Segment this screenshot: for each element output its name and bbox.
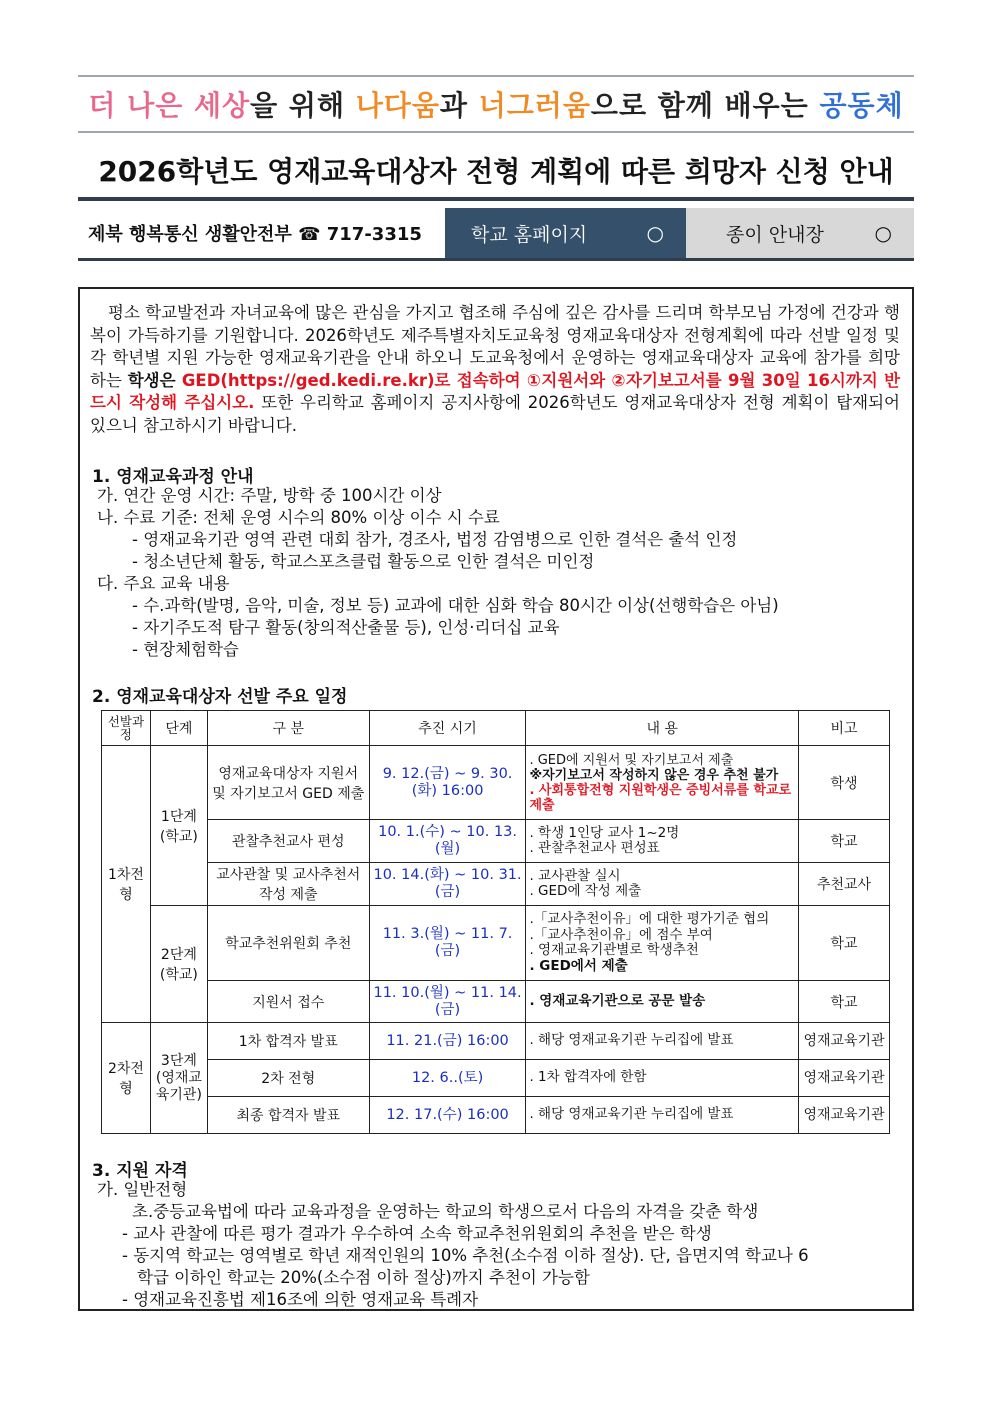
phase-2-cell: 2차전형 xyxy=(102,1023,151,1134)
intro-text-2: 또한 우리학교 홈페이지 공지사항에 2026학년도 영재교육대상자 전형 계획이 탑재되어 있으니 참고하시기 바랍니다. xyxy=(90,393,900,435)
date-cell: 10. 14.(화) ~ 10. 31.(금) xyxy=(369,863,526,906)
content-cell xyxy=(526,1097,799,1134)
note-cell: 추천교사 xyxy=(799,863,890,906)
table-row xyxy=(102,1097,890,1134)
s1-line: - 영재교육기관 영역 관련 대회 참가, 경조사, 법정 감염병으로 인한 결석은 출석 인정 xyxy=(132,530,738,549)
item-cell: 영재교육대상자 지원서 및 자기보고서 GED 제출 xyxy=(207,746,369,820)
header-cell: 구 분 xyxy=(207,711,369,746)
item-cell: 2차 전형 xyxy=(207,1060,369,1097)
section-3-title: 3. 지원 자격 xyxy=(92,1161,188,1181)
header-cell: 단계 xyxy=(150,711,207,746)
header-cell: 내 용 xyxy=(526,711,799,746)
content-line-red: . 사회통합전형 지원학생은 증빙서류를 학교로 제출 xyxy=(529,782,792,813)
date-cell: 9. 12.(금) ~ 9. 30.(화) 16:00 xyxy=(369,746,526,820)
s1-line: 나. 수료 기준: 전체 운영 시수의 80% 이상 이수 시 수료 xyxy=(97,508,500,527)
content-line: . 영재교육기관별로 학생추천 xyxy=(529,942,699,958)
top-divider xyxy=(78,75,914,77)
content-line: .「교사추천이유」에 대한 평가기준 협의 xyxy=(529,911,770,927)
document-title: 2026학년도 영재교육대상자 전형 계획에 따른 희망자 신청 안내 xyxy=(98,155,894,188)
homepage-circle-icon: ○ xyxy=(646,221,664,245)
content-cell xyxy=(526,1023,799,1060)
slogan-part: 공동체 xyxy=(819,89,904,122)
content-line: . 교사관찰 실시 xyxy=(529,867,621,884)
item-cell: 최종 합격자 발표 xyxy=(207,1097,369,1134)
content-cell xyxy=(526,820,799,863)
date-cell: 10. 1.(수) ~ 10. 13.(월) xyxy=(369,820,526,863)
s1-line: - 자기주도적 탐구 활동(창의적산출물 등), 인성·리더십 교육 xyxy=(132,618,560,637)
table-row xyxy=(102,1060,890,1097)
s1-line: 다. 주요 교육 내용 xyxy=(97,574,230,593)
homepage-option xyxy=(445,208,686,258)
table-header-row xyxy=(102,711,890,746)
date-cell: 11. 3.(월) ~ 11. 7.(금) xyxy=(369,906,526,981)
note-cell: 영재교육기관 xyxy=(799,1060,890,1097)
homepage-label: 학교 홈페이지 xyxy=(471,223,588,246)
paper-option xyxy=(686,208,914,258)
content-line: .「교사추천이유」에 점수 부여 xyxy=(529,926,713,943)
stage-1-cell: 1단계(학교) xyxy=(150,746,207,906)
slogan-part: 과 xyxy=(439,89,479,122)
header-cell: 추진 시기 xyxy=(369,711,526,746)
content-line: . 학생 1인당 교사 1~2명 xyxy=(529,824,680,841)
s1-line: 가. 연간 운영 시간: 주말, 방학 중 100시간 이상 xyxy=(97,486,442,505)
s3-line: - 교사 관찰에 따른 평가 결과가 우수하여 소속 학교추천위원회의 추천을 받은 학생 xyxy=(122,1224,712,1243)
note-cell: 학교 xyxy=(799,906,890,981)
content-cell xyxy=(526,746,799,820)
slogan-part: 나다움 xyxy=(355,89,440,122)
slogan-part: 을 위해 xyxy=(250,89,356,122)
table-row xyxy=(102,906,890,981)
date-cell: 11. 21.(금) 16:00 xyxy=(369,1023,526,1060)
slogan-part: 더 나은 세상 xyxy=(88,89,251,122)
table-row xyxy=(102,746,890,820)
content-cell xyxy=(526,906,799,981)
content-line: . 해당 영재교육기관 누리집에 발표 xyxy=(529,1032,734,1049)
table-row xyxy=(102,981,890,1023)
content-line: . GED에 작성 제출 xyxy=(529,883,642,899)
title-underline xyxy=(78,197,914,201)
content-cell xyxy=(526,863,799,906)
content-line: . GED에서 제출 xyxy=(529,957,628,974)
content-line: . 영재교육기관으로 공문 발송 xyxy=(529,992,706,1009)
note-cell: 학생 xyxy=(799,746,890,820)
header-cell: 선발과정 xyxy=(102,711,151,746)
paper-label: 종이 안내장 xyxy=(726,223,824,246)
content-line: . GED에 지원서 및 자기보고서 제출 xyxy=(529,752,734,768)
slogan-part: 으로 함께 배우는 xyxy=(590,89,820,122)
s3-line: 학급 이하인 학교는 20%(소수점 이하 절상)까지 추천이 가능함 xyxy=(137,1268,590,1287)
section-2-title: 2. 영재교육대상자 선발 주요 일정 xyxy=(92,687,348,707)
content-cell xyxy=(526,981,799,1023)
note-cell: 영재교육기관 xyxy=(799,1023,890,1060)
item-cell: 학교추천위원회 추천 xyxy=(207,906,369,981)
s3-line: - 동지역 학교는 영역별로 학년 재적인원의 10% 추천(소수점 이하 절상). 단, 읍면지역 학교나 6 xyxy=(122,1246,809,1265)
table-row xyxy=(102,1023,890,1060)
date-cell: 11. 10.(월) ~ 11. 14.(금) xyxy=(369,981,526,1023)
section-1-title: 1. 영재교육과정 안내 xyxy=(92,467,254,487)
date-cell: 12. 17.(수) 16:00 xyxy=(369,1097,526,1134)
department-contact: 제북 행복통신 생활안전부 ☎ 717-3315 xyxy=(88,224,422,245)
s1-line: - 수.과학(발명, 음악, 미술, 정보 등) 교과에 대한 심화 학습 80시간 이상(선행학습은 아님) xyxy=(132,596,779,615)
intro-paragraph xyxy=(90,302,900,437)
content-cell xyxy=(526,1060,799,1097)
item-cell: 1차 합격자 발표 xyxy=(207,1023,369,1060)
distribution-info-bar xyxy=(78,208,914,261)
intro-bold: 학생은 xyxy=(127,370,182,390)
s3-line: 가. 일반전형 xyxy=(97,1180,188,1199)
item-cell: 지원서 접수 xyxy=(207,981,369,1023)
note-cell: 학교 xyxy=(799,981,890,1023)
phase-1-cell: 1차전형 xyxy=(102,746,151,1023)
table-row xyxy=(102,820,890,863)
s1-line: - 청소년단체 활동, 학교스포츠클럽 활동으로 인한 결석은 미인정 xyxy=(132,552,595,571)
intro-text: 평소 학교발전과 자녀교육에 많은 관심을 가지고 협조해 주심에 깊은 감사를 드리며 학부모님 가정에 건강과 행복이 가득하기를 기원합니다. 2026학년도 제주특별자치도교육청 영재교육대상자 전형계획에 따라 선발 일정 및 각 학년별 지원 가능한 영재교육기관을 안내 하오니 도교육청에서 운영하는 영재교육대상자 교육에 참가를 희망하는 xyxy=(90,303,900,390)
date-cell: 12. 6..(토) xyxy=(369,1060,526,1097)
s3-line: 초.중등교육법에 따라 교육과정을 운영하는 학교의 학생으로서 다음의 자격을 갖춘 학생 xyxy=(132,1202,759,1221)
content-line: . 1차 합격자에 한함 xyxy=(529,1069,647,1086)
s1-line: - 현장체험학습 xyxy=(132,640,239,659)
stage-3-cell: 3단계(영재교육기관) xyxy=(150,1023,207,1134)
item-cell: 관찰추천교사 편성 xyxy=(207,820,369,863)
content-line: . 관찰추천교사 편성표 xyxy=(529,840,660,856)
note-cell: 학교 xyxy=(799,820,890,863)
content-line: ※자기보고서 작성하지 않은 경우 추천 불가 xyxy=(529,767,779,783)
item-cell: 교사관찰 및 교사추천서 작성 제출 xyxy=(207,863,369,906)
header-cell: 비고 xyxy=(799,711,890,746)
content-line: . 해당 영재교육기관 누리집에 발표 xyxy=(529,1106,734,1123)
table-row xyxy=(102,863,890,906)
slogan-part: 너그러움 xyxy=(478,89,591,122)
schedule-table xyxy=(101,710,890,1134)
school-slogan xyxy=(78,84,914,124)
paper-circle-icon: ○ xyxy=(874,221,892,245)
s3-line: - 영재교육진흥법 제16조에 의한 영재교육 특례자 xyxy=(122,1290,479,1309)
stage-2-cell: 2단계(학교) xyxy=(150,906,207,1023)
note-cell: 영재교육기관 xyxy=(799,1097,890,1134)
slogan-divider xyxy=(78,131,914,133)
intro-highlight: GED(https://ged.kedi.re.kr)로 접속하여 ①지원서와 ②자기보고서를 9월 30일 16시까지 반드시 작성해 주십시오. xyxy=(90,370,901,412)
